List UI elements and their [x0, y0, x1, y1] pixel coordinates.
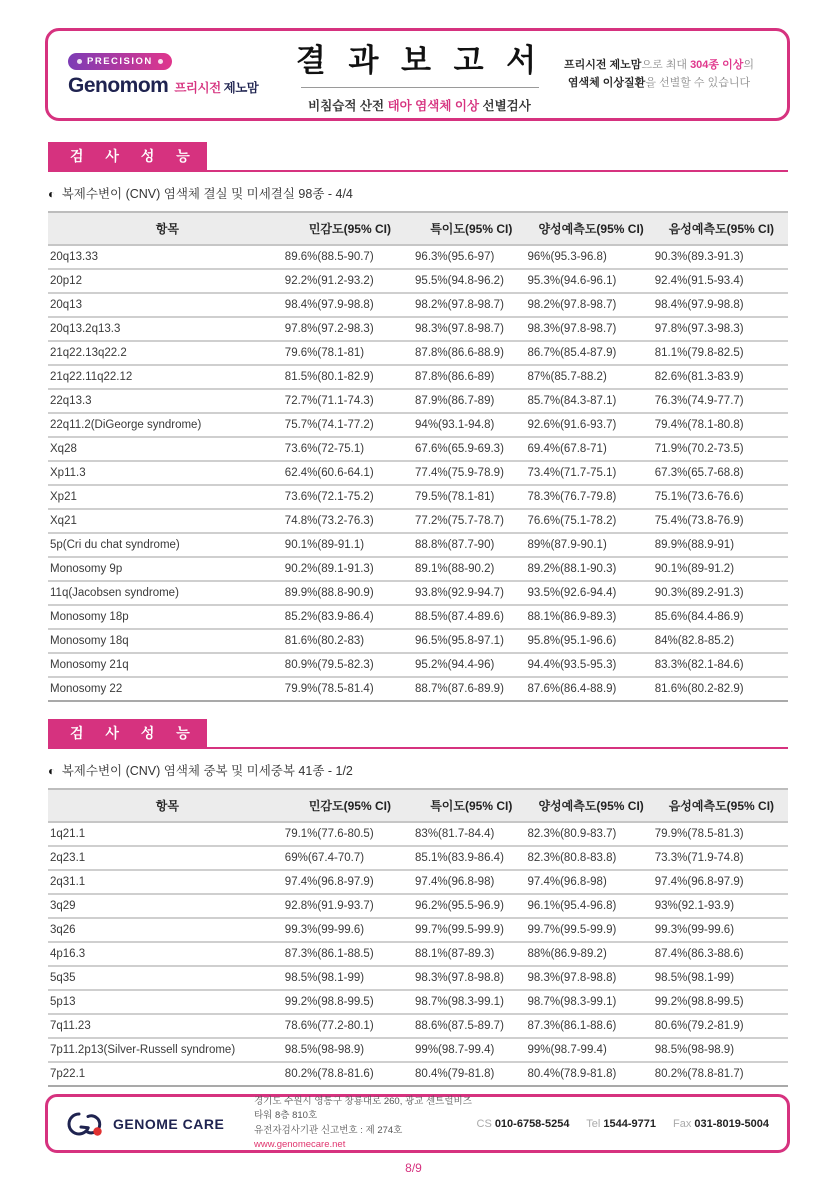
cell-item: 4p16.3	[48, 942, 285, 966]
page-number: 8/9	[405, 1161, 422, 1175]
cell-npv: 79.9%(78.5-81.3)	[655, 822, 788, 846]
genome-care-logo-text: GENOME CARE	[113, 1115, 225, 1132]
cell-sensitivity: 97.4%(96.8-97.9)	[285, 870, 415, 894]
half-circle-bullet-icon: ◐	[48, 187, 56, 201]
cell-sensitivity: 92.2%(91.2-93.2)	[285, 269, 415, 293]
cell-specificity: 87.8%(86.6-88.9)	[415, 341, 527, 365]
cell-item: 7p22.1	[48, 1062, 285, 1086]
cell-npv: 81.6%(80.2-82.9)	[655, 677, 788, 701]
genome-care-logo	[64, 1109, 254, 1139]
table-row	[48, 605, 788, 629]
header-card	[45, 28, 790, 121]
col-header-npv: 음성예측도(95% CI)	[655, 789, 788, 822]
section-subtitle-text: 복제수변이 (CNV) 염색체 중복 및 미세중복 41종 - 1/2	[61, 764, 353, 778]
cell-specificity: 83%(81.7-84.4)	[415, 822, 527, 846]
cell-sensitivity: 80.2%(78.8-81.6)	[285, 1062, 415, 1086]
section-subtitle-text: 복제수변이 (CNV) 염색체 결실 및 미세결실 98종 - 4/4	[61, 187, 353, 201]
cell-npv: 98.4%(97.9-98.8)	[655, 293, 788, 317]
cell-npv: 90.3%(89.2-91.3)	[655, 581, 788, 605]
brand-logo	[68, 74, 286, 98]
cell-item: Xp21	[48, 485, 285, 509]
cell-sensitivity: 72.7%(71.1-74.3)	[285, 389, 415, 413]
cell-specificity: 93.8%(92.9-94.7)	[415, 581, 527, 605]
cell-npv: 83.3%(82.1-84.6)	[655, 653, 788, 677]
cell-item: 5p(Cri du chat syndrome)	[48, 533, 285, 557]
cell-npv: 76.3%(74.9-77.7)	[655, 389, 788, 413]
cell-ppv: 94.4%(93.5-95.3)	[528, 653, 655, 677]
cell-npv: 99.3%(99-99.6)	[655, 918, 788, 942]
brand-zone	[68, 51, 286, 98]
cell-specificity: 88.6%(87.5-89.7)	[415, 1014, 527, 1038]
tel-number: 1544-9771	[603, 1117, 656, 1130]
table-header	[48, 212, 788, 245]
cell-ppv: 95.3%(94.6-96.1)	[528, 269, 655, 293]
genome-care-logo-icon	[64, 1109, 106, 1139]
cell-sensitivity: 90.2%(89.1-91.3)	[285, 557, 415, 581]
report-subtitle-suffix: 선별검사	[479, 99, 531, 113]
address-line2: 유전자검사기관 신고번호 : 제 274호	[254, 1124, 403, 1136]
cell-npv: 97.4%(96.8-97.9)	[655, 870, 788, 894]
cell-ppv: 96%(95.3-96.8)	[528, 245, 655, 269]
table-header-row	[48, 212, 788, 245]
cell-item: 2q23.1	[48, 846, 285, 870]
logo-red-dot	[93, 1127, 101, 1135]
cell-item: 11q(Jacobsen syndrome)	[48, 581, 285, 605]
cell-specificity: 96.3%(95.6-97)	[415, 245, 527, 269]
cell-ppv: 99.7%(99.5-99.9)	[528, 918, 655, 942]
cell-sensitivity: 73.6%(72-75.1)	[285, 437, 415, 461]
cell-item: 20p12	[48, 269, 285, 293]
report-subtitle-highlight: 태아 염색체 이상	[387, 99, 480, 113]
cell-sensitivity: 78.6%(77.2-80.1)	[285, 1014, 415, 1038]
cell-specificity: 79.5%(78.1-81)	[415, 485, 527, 509]
cell-npv: 85.6%(84.4-86.9)	[655, 605, 788, 629]
table-body	[48, 822, 788, 1086]
table-row	[48, 1062, 788, 1086]
table-row	[48, 942, 788, 966]
cell-ppv: 82.3%(80.9-83.7)	[528, 822, 655, 846]
cell-npv: 79.4%(78.1-80.8)	[655, 413, 788, 437]
cell-item: 7q11.23	[48, 1014, 285, 1038]
cell-specificity: 98.7%(98.3-99.1)	[415, 990, 527, 1014]
table-row	[48, 509, 788, 533]
performance-table-deletion	[48, 211, 788, 702]
section-subtitle	[48, 761, 788, 779]
cs-label: CS	[476, 1117, 492, 1130]
cs-number: 010-6758-5254	[494, 1117, 570, 1130]
cell-ppv: 98.3%(97.8-98.8)	[528, 966, 655, 990]
half-circle-bullet-icon: ◐	[48, 764, 56, 778]
cell-sensitivity: 89.9%(88.8-90.9)	[285, 581, 415, 605]
cell-item: 2q31.1	[48, 870, 285, 894]
cell-specificity: 99.7%(99.5-99.9)	[415, 918, 527, 942]
cell-item: 21q22.13q22.2	[48, 341, 285, 365]
cell-sensitivity: 73.6%(72.1-75.2)	[285, 485, 415, 509]
table-body	[48, 245, 788, 701]
table-row	[48, 533, 788, 557]
report-subtitle	[286, 96, 553, 114]
cell-sensitivity: 79.9%(78.5-81.4)	[285, 677, 415, 701]
cell-npv: 75.1%(73.6-76.6)	[655, 485, 788, 509]
cell-ppv: 85.7%(84.3-87.1)	[528, 389, 655, 413]
cell-specificity: 89.1%(88-90.2)	[415, 557, 527, 581]
cell-item: 20q13	[48, 293, 285, 317]
tagline-line1	[553, 57, 765, 74]
cell-sensitivity: 74.8%(73.2-76.3)	[285, 509, 415, 533]
cell-npv: 84%(82.8-85.2)	[655, 629, 788, 653]
report-subtitle-prefix: 비침습적 산전	[308, 99, 388, 113]
table-header	[48, 789, 788, 822]
brand-name: Genomom	[68, 74, 169, 97]
cell-npv: 89.9%(88.9-91)	[655, 533, 788, 557]
cell-ppv: 98.2%(97.8-98.7)	[528, 293, 655, 317]
fax-label: Fax	[673, 1117, 692, 1130]
cell-ppv: 82.3%(80.8-83.8)	[528, 846, 655, 870]
page-title: 결 과 보 고 서	[295, 43, 544, 78]
cell-item: 1q21.1	[48, 822, 285, 846]
cell-npv: 81.1%(79.8-82.5)	[655, 341, 788, 365]
tel-label: Tel	[586, 1117, 601, 1130]
table-row	[48, 317, 788, 341]
report-page	[0, 28, 827, 1197]
cell-sensitivity: 62.4%(60.6-64.1)	[285, 461, 415, 485]
cell-sensitivity: 79.1%(77.6-80.5)	[285, 822, 415, 846]
cell-npv: 80.2%(78.8-81.7)	[655, 1062, 788, 1086]
table-row	[48, 822, 788, 846]
cell-item: Xq21	[48, 509, 285, 533]
table-row	[48, 918, 788, 942]
cell-specificity: 97.4%(96.8-98)	[415, 870, 527, 894]
cell-item: Monosomy 18p	[48, 605, 285, 629]
cell-ppv: 87%(85.7-88.2)	[528, 365, 655, 389]
footer-contacts	[477, 1118, 769, 1130]
cell-sensitivity: 85.2%(83.9-86.4)	[285, 605, 415, 629]
tagline-line2	[553, 75, 765, 92]
cell-item: 20q13.2q13.3	[48, 317, 285, 341]
cell-specificity: 99%(98.7-99.4)	[415, 1038, 527, 1062]
cell-sensitivity: 79.6%(78.1-81)	[285, 341, 415, 365]
performance-table-duplication	[48, 788, 788, 1087]
cell-specificity: 98.3%(97.8-98.8)	[415, 966, 527, 990]
website-link[interactable]: www.genomecare.net	[254, 1138, 346, 1150]
table-row	[48, 677, 788, 701]
table-row	[48, 341, 788, 365]
col-header-ppv: 양성예측도(95% CI)	[528, 789, 655, 822]
tagline-brand: 프리시전 제노맘	[563, 59, 642, 72]
cell-specificity: 67.6%(65.9-69.3)	[415, 437, 527, 461]
cell-npv: 87.4%(86.3-88.6)	[655, 942, 788, 966]
table-row	[48, 653, 788, 677]
col-header-specificity: 특이도(95% CI)	[415, 789, 527, 822]
section-heading-band	[48, 719, 788, 749]
cell-sensitivity: 90.1%(89-91.1)	[285, 533, 415, 557]
cell-specificity: 77.4%(75.9-78.9)	[415, 461, 527, 485]
cell-ppv: 89.2%(88.1-90.3)	[528, 557, 655, 581]
table-row	[48, 461, 788, 485]
precision-badge	[68, 53, 172, 70]
cell-npv: 98.5%(98.1-99)	[655, 966, 788, 990]
cell-specificity: 98.2%(97.8-98.7)	[415, 293, 527, 317]
cell-sensitivity: 75.7%(74.1-77.2)	[285, 413, 415, 437]
cell-npv: 82.6%(81.3-83.9)	[655, 365, 788, 389]
col-header-item: 항목	[48, 212, 285, 245]
table-row	[48, 245, 788, 269]
cell-specificity: 95.2%(94.4-96)	[415, 653, 527, 677]
cell-ppv: 78.3%(76.7-79.8)	[528, 485, 655, 509]
cell-sensitivity: 81.6%(80.2-83)	[285, 629, 415, 653]
cell-item: 22q13.3	[48, 389, 285, 413]
section-heading-badge: 검 사 성 능	[48, 719, 207, 747]
cell-item: 7p11.2p13(Silver-Russell syndrome)	[48, 1038, 285, 1062]
table-row	[48, 966, 788, 990]
cell-item: 21q22.11q22.12	[48, 365, 285, 389]
header-tagline	[553, 57, 765, 91]
footer-address	[254, 1095, 477, 1152]
tagline-bold2: 염색체 이상질환	[567, 76, 646, 89]
cell-npv: 73.3%(71.9-74.8)	[655, 846, 788, 870]
table-row	[48, 557, 788, 581]
table-header-row	[48, 789, 788, 822]
brand-kr-navy: 제노맘	[223, 81, 259, 95]
cell-item: 5q35	[48, 966, 285, 990]
title-divider	[301, 87, 539, 88]
cell-specificity: 88.8%(87.7-90)	[415, 533, 527, 557]
cell-sensitivity: 98.4%(97.9-98.8)	[285, 293, 415, 317]
section-duplication	[48, 719, 788, 1087]
fax-number: 031-8019-5004	[694, 1117, 769, 1130]
address-line1: 경기도 수원시 영통구 창룡대로 260, 광교 센트럴비즈타워 8층 810호	[254, 1096, 472, 1122]
cell-ppv: 87.3%(86.1-88.6)	[528, 1014, 655, 1038]
cell-specificity: 95.5%(94.8-96.2)	[415, 269, 527, 293]
cell-ppv: 98.3%(97.8-98.7)	[528, 317, 655, 341]
cell-sensitivity: 99.3%(99-99.6)	[285, 918, 415, 942]
badge-dot-icon	[158, 59, 163, 64]
cell-npv: 80.6%(79.2-81.9)	[655, 1014, 788, 1038]
table-row	[48, 894, 788, 918]
cell-ppv: 69.4%(67.8-71)	[528, 437, 655, 461]
cell-specificity: 88.7%(87.6-89.9)	[415, 677, 527, 701]
cell-ppv: 73.4%(71.7-75.1)	[528, 461, 655, 485]
col-header-item: 항목	[48, 789, 285, 822]
cell-specificity: 88.1%(87-89.3)	[415, 942, 527, 966]
cell-npv: 93%(92.1-93.9)	[655, 894, 788, 918]
cell-item: Monosomy 21q	[48, 653, 285, 677]
cell-sensitivity: 98.5%(98-98.9)	[285, 1038, 415, 1062]
cell-sensitivity: 80.9%(79.5-82.3)	[285, 653, 415, 677]
cell-item: 20q13.33	[48, 245, 285, 269]
cell-specificity: 87.8%(86.6-89)	[415, 365, 527, 389]
cell-item: Xp11.3	[48, 461, 285, 485]
col-header-specificity: 특이도(95% CI)	[415, 212, 527, 245]
cell-sensitivity: 87.3%(86.1-88.5)	[285, 942, 415, 966]
cell-specificity: 85.1%(83.9-86.4)	[415, 846, 527, 870]
section-heading-badge: 검 사 성 능	[48, 142, 207, 170]
table-row	[48, 629, 788, 653]
cell-ppv: 80.4%(78.9-81.8)	[528, 1062, 655, 1086]
table-row	[48, 870, 788, 894]
cell-npv: 97.8%(97.3-98.3)	[655, 317, 788, 341]
cell-npv: 67.3%(65.7-68.8)	[655, 461, 788, 485]
cell-sensitivity: 97.8%(97.2-98.3)	[285, 317, 415, 341]
section-heading-band	[48, 142, 788, 172]
col-header-sensitivity: 민감도(95% CI)	[285, 789, 415, 822]
col-header-npv: 음성예측도(95% CI)	[655, 212, 788, 245]
cell-sensitivity: 99.2%(98.8-99.5)	[285, 990, 415, 1014]
cell-sensitivity: 92.8%(91.9-93.7)	[285, 894, 415, 918]
tagline-end1: 의	[743, 59, 754, 72]
cell-ppv: 93.5%(92.6-94.4)	[528, 581, 655, 605]
precision-badge-label: PRECISION	[87, 56, 153, 67]
section-deletion	[48, 142, 788, 702]
cell-specificity: 98.3%(97.8-98.7)	[415, 317, 527, 341]
cell-npv: 99.2%(98.8-99.5)	[655, 990, 788, 1014]
table-row	[48, 1038, 788, 1062]
cell-item: 22q11.2(DiGeorge syndrome)	[48, 413, 285, 437]
table-row	[48, 485, 788, 509]
cell-item: Xq28	[48, 437, 285, 461]
cell-sensitivity: 89.6%(88.5-90.7)	[285, 245, 415, 269]
cell-specificity: 96.2%(95.5-96.9)	[415, 894, 527, 918]
table-row	[48, 437, 788, 461]
table-row	[48, 269, 788, 293]
table-row	[48, 365, 788, 389]
cell-ppv: 88.1%(86.9-89.3)	[528, 605, 655, 629]
cell-ppv: 99%(98.7-99.4)	[528, 1038, 655, 1062]
cell-sensitivity: 81.5%(80.1-82.9)	[285, 365, 415, 389]
table-row	[48, 581, 788, 605]
cell-npv: 90.1%(89-91.2)	[655, 557, 788, 581]
cell-item: Monosomy 18q	[48, 629, 285, 653]
cell-ppv: 88%(86.9-89.2)	[528, 942, 655, 966]
cell-ppv: 98.7%(98.3-99.1)	[528, 990, 655, 1014]
cell-ppv: 87.6%(86.4-88.9)	[528, 677, 655, 701]
table-row	[48, 990, 788, 1014]
cell-ppv: 89%(87.9-90.1)	[528, 533, 655, 557]
cell-specificity: 94%(93.1-94.8)	[415, 413, 527, 437]
cell-sensitivity: 98.5%(98.1-99)	[285, 966, 415, 990]
table-row	[48, 293, 788, 317]
table-row	[48, 413, 788, 437]
cell-ppv: 96.1%(95.4-96.8)	[528, 894, 655, 918]
cell-item: 3q26	[48, 918, 285, 942]
cell-ppv: 76.6%(75.1-78.2)	[528, 509, 655, 533]
cell-specificity: 87.9%(86.7-89)	[415, 389, 527, 413]
col-header-ppv: 양성예측도(95% CI)	[528, 212, 655, 245]
title-zone	[286, 35, 553, 114]
brand-kr-pink: 프리시전	[174, 81, 221, 95]
cell-npv: 71.9%(70.2-73.5)	[655, 437, 788, 461]
table-row	[48, 1014, 788, 1038]
cell-item: Monosomy 9p	[48, 557, 285, 581]
cell-specificity: 88.5%(87.4-89.6)	[415, 605, 527, 629]
cell-npv: 92.4%(91.5-93.4)	[655, 269, 788, 293]
table-row	[48, 846, 788, 870]
tagline-end2: 을 선별할 수 있습니다	[645, 76, 751, 89]
cell-npv: 90.3%(89.3-91.3)	[655, 245, 788, 269]
section-subtitle	[48, 184, 788, 202]
cell-specificity: 80.4%(79-81.8)	[415, 1062, 527, 1086]
footer-card	[45, 1094, 790, 1153]
table-row	[48, 389, 788, 413]
cell-ppv: 86.7%(85.4-87.9)	[528, 341, 655, 365]
cell-item: 3q29	[48, 894, 285, 918]
col-header-sensitivity: 민감도(95% CI)	[285, 212, 415, 245]
cell-specificity: 96.5%(95.8-97.1)	[415, 629, 527, 653]
badge-dot-icon	[77, 59, 82, 64]
cell-item: Monosomy 22	[48, 677, 285, 701]
cell-specificity: 77.2%(75.7-78.7)	[415, 509, 527, 533]
cell-sensitivity: 69%(67.4-70.7)	[285, 846, 415, 870]
cell-ppv: 95.8%(95.1-96.6)	[528, 629, 655, 653]
tagline-count: 304종 이상	[690, 59, 744, 72]
cell-ppv: 97.4%(96.8-98)	[528, 870, 655, 894]
cell-npv: 75.4%(73.8-76.9)	[655, 509, 788, 533]
cell-item: 5p13	[48, 990, 285, 1014]
tagline-mid: 으로 최대	[641, 59, 691, 72]
cell-ppv: 92.6%(91.6-93.7)	[528, 413, 655, 437]
cell-npv: 98.5%(98-98.9)	[655, 1038, 788, 1062]
